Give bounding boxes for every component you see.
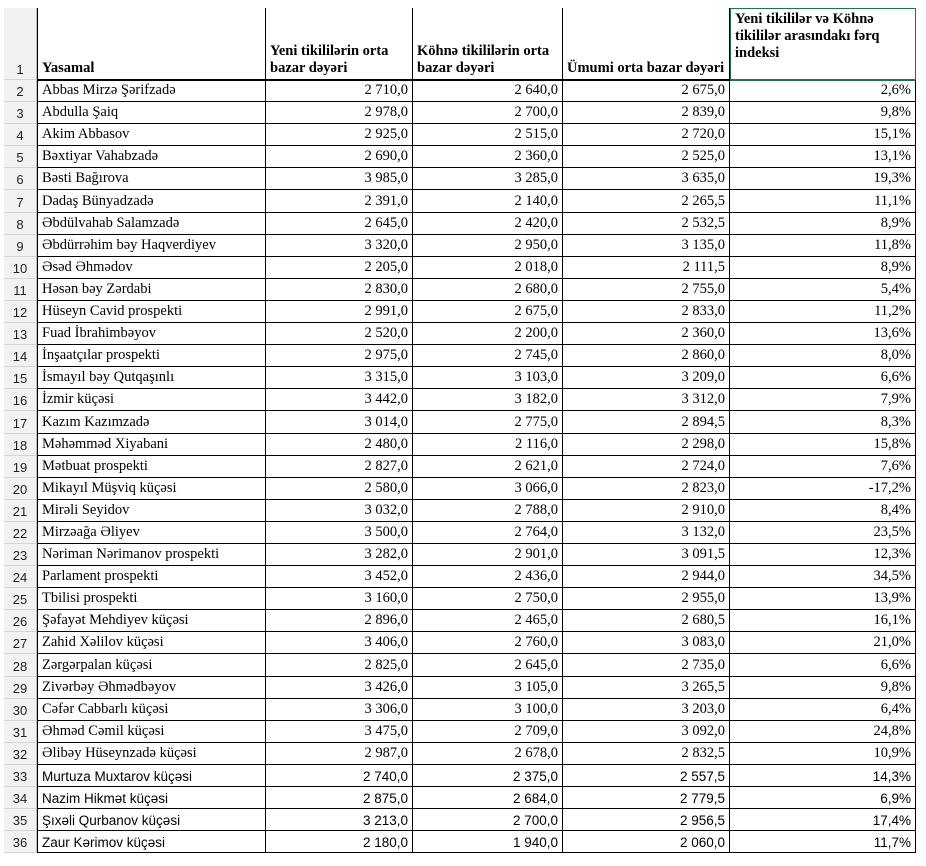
cell-name[interactable]: Dadaş Bünyadzadə (37, 190, 266, 212)
cell-diff-index[interactable]: 7,9% (730, 389, 916, 411)
cell-total-avg[interactable]: 2 955,0 (563, 588, 730, 610)
header-cell-total-avg[interactable]: Ümumi orta bazar dəyəri (563, 8, 730, 80)
cell-name[interactable]: Nəriman Nərimanov prospekti (37, 544, 266, 566)
cell-name[interactable]: Bəsti Bağırova (37, 168, 266, 190)
row-number[interactable]: 29 (4, 677, 37, 699)
cell-total-avg[interactable]: 2 956,5 (563, 809, 730, 831)
cell-total-avg[interactable]: 3 083,0 (563, 632, 730, 654)
table-row (4, 235, 916, 257)
cell-old-avg[interactable]: 2 750,0 (413, 588, 563, 610)
table-row (4, 213, 916, 235)
table-row (4, 677, 916, 699)
spreadsheet-grid (4, 8, 916, 853)
cell-name[interactable]: İsmayıl bəy Qutqaşınlı (37, 367, 266, 389)
cell-new-avg[interactable]: 2 690,0 (266, 146, 413, 168)
cell-name[interactable]: Abbas Mirzə Şərifzadə (37, 80, 266, 102)
cell-name[interactable]: Həsən bəy Zərdabi (37, 279, 266, 301)
cell-total-avg[interactable]: 2 910,0 (563, 500, 730, 522)
cell-total-avg[interactable]: 2 557,5 (563, 765, 730, 787)
cell-total-avg[interactable]: 2 832,5 (563, 743, 730, 765)
row-number[interactable]: 2 (4, 80, 37, 102)
cell-new-avg[interactable]: 2 645,0 (266, 213, 413, 235)
cell-total-avg[interactable]: 3 135,0 (563, 235, 730, 257)
cell-total-avg[interactable]: 2 111,5 (563, 257, 730, 279)
row-number[interactable]: 28 (4, 654, 37, 676)
cell-new-avg[interactable]: 2 875,0 (266, 787, 413, 809)
cell-old-avg[interactable]: 2 436,0 (413, 566, 563, 588)
row-number[interactable]: 7 (4, 190, 37, 212)
cell-name[interactable]: Əbdülvahab Salamzadə (37, 213, 266, 235)
cell-name[interactable]: Hüseyn Cavid prospekti (37, 301, 266, 323)
cell-name[interactable]: İnşaatçılar prospekti (37, 345, 266, 367)
cell-new-avg[interactable]: 3 320,0 (266, 235, 413, 257)
cell-new-avg[interactable]: 2 480,0 (266, 434, 413, 456)
cell-diff-index[interactable]: 19,3% (730, 168, 916, 190)
cell-total-avg[interactable]: 3 092,0 (563, 721, 730, 743)
table-row (4, 345, 916, 367)
cell-total-avg[interactable]: 2 735,0 (563, 654, 730, 676)
cell-old-avg[interactable]: 2 140,0 (413, 190, 563, 212)
cell-new-avg[interactable]: 3 032,0 (266, 500, 413, 522)
cell-diff-index[interactable]: -17,2% (730, 478, 916, 500)
cell-name[interactable]: Akim Abbasov (37, 124, 266, 146)
cell-new-avg[interactable]: 3 282,0 (266, 544, 413, 566)
cell-total-avg[interactable]: 2 360,0 (563, 323, 730, 345)
table-row (4, 544, 916, 566)
cell-old-avg[interactable]: 2 775,0 (413, 411, 563, 433)
row-number[interactable]: 33 (4, 765, 37, 787)
table-row (4, 279, 916, 301)
cell-name[interactable]: Cəfər Cabbarlı küçəsi (37, 699, 266, 721)
cell-new-avg[interactable]: 2 825,0 (266, 654, 413, 676)
cell-total-avg[interactable]: 2 833,0 (563, 301, 730, 323)
table-row (4, 721, 916, 743)
cell-diff-index[interactable]: 5,4% (730, 279, 916, 301)
header-row (4, 8, 916, 80)
cell-diff-index[interactable]: 2,6% (730, 80, 916, 102)
header-cell-name[interactable]: Yasamal (37, 8, 266, 80)
cell-diff-index[interactable]: 12,3% (730, 544, 916, 566)
table-row (4, 478, 916, 500)
cell-new-avg[interactable]: 3 306,0 (266, 699, 413, 721)
header-cell-new-avg[interactable]: Yeni tikililərin orta bazar dəyəri (266, 8, 413, 80)
cell-total-avg[interactable]: 3 635,0 (563, 168, 730, 190)
cell-total-avg[interactable]: 2 525,0 (563, 146, 730, 168)
cell-old-avg[interactable]: 2 684,0 (413, 787, 563, 809)
table-row (4, 80, 916, 102)
cell-old-avg[interactable]: 3 285,0 (413, 168, 563, 190)
cell-new-avg[interactable]: 2 580,0 (266, 478, 413, 500)
cell-new-avg[interactable]: 2 987,0 (266, 743, 413, 765)
cell-diff-index[interactable]: 8,9% (730, 213, 916, 235)
cell-diff-index[interactable]: 8,0% (730, 345, 916, 367)
cell-diff-index[interactable]: 34,5% (730, 566, 916, 588)
cell-total-avg[interactable]: 2 724,0 (563, 456, 730, 478)
table-body (4, 80, 916, 853)
cell-name[interactable]: Mirəli Seyidov (37, 500, 266, 522)
table-row (4, 323, 916, 345)
cell-new-avg[interactable]: 2 991,0 (266, 301, 413, 323)
cell-old-avg[interactable]: 2 950,0 (413, 235, 563, 257)
table-row (4, 456, 916, 478)
table-row (4, 168, 916, 190)
cell-old-avg[interactable]: 2 645,0 (413, 654, 563, 676)
table-row (4, 522, 916, 544)
table-row (4, 699, 916, 721)
cell-name[interactable]: Nazim Hikmət küçəsi (37, 787, 266, 809)
cell-name[interactable]: Abdulla Şaiq (37, 102, 266, 124)
cell-name[interactable]: Şəfayət Mehdiyev küçəsi (37, 610, 266, 632)
cell-old-avg[interactable]: 3 182,0 (413, 389, 563, 411)
row-number[interactable]: 14 (4, 345, 37, 367)
cell-name[interactable]: Murtuza Muxtarov küçəsi (37, 765, 266, 787)
header-cell-diff-index-selected[interactable]: Yeni tikililər və Köhnə tikililər arasındakı fərq indeksi (730, 8, 916, 80)
cell-new-avg[interactable]: 2 710,0 (266, 80, 413, 102)
table-row (4, 257, 916, 279)
row-number[interactable]: 27 (4, 632, 37, 654)
cell-old-avg[interactable]: 2 700,0 (413, 102, 563, 124)
row-number[interactable]: 30 (4, 699, 37, 721)
header-cell-old-avg[interactable]: Köhnə tikililərin orta bazar dəyəri (413, 8, 563, 80)
cell-old-avg[interactable]: 2 018,0 (413, 257, 563, 279)
cell-diff-index[interactable]: 23,5% (730, 522, 916, 544)
cell-new-avg[interactable]: 3 426,0 (266, 677, 413, 699)
cell-diff-index[interactable]: 8,3% (730, 411, 916, 433)
cell-diff-index[interactable]: 9,8% (730, 102, 916, 124)
table-row (4, 301, 916, 323)
cell-old-avg[interactable]: 2 788,0 (413, 500, 563, 522)
cell-old-avg[interactable]: 3 066,0 (413, 478, 563, 500)
cell-name[interactable]: Şıxəli Qurbanov küçəsi (37, 809, 266, 831)
cell-name[interactable]: Mətbuat prospekti (37, 456, 266, 478)
row-number[interactable]: 20 (4, 478, 37, 500)
cell-total-avg[interactable]: 2 720,0 (563, 124, 730, 146)
cell-diff-index[interactable]: 24,8% (730, 721, 916, 743)
cell-old-avg[interactable]: 2 680,0 (413, 279, 563, 301)
table-row (4, 190, 916, 212)
cell-old-avg[interactable]: 2 420,0 (413, 213, 563, 235)
cell-old-avg[interactable]: 3 103,0 (413, 367, 563, 389)
table-row (4, 610, 916, 632)
cell-diff-index[interactable]: 11,2% (730, 301, 916, 323)
cell-name[interactable]: Fuad İbrahimbəyov (37, 323, 266, 345)
cell-total-avg[interactable]: 3 312,0 (563, 389, 730, 411)
cell-diff-index[interactable]: 9,8% (730, 677, 916, 699)
cell-diff-index[interactable]: 6,9% (730, 787, 916, 809)
cell-name[interactable]: Bəxtiyar Vahabzadə (37, 146, 266, 168)
row-number[interactable]: 16 (4, 389, 37, 411)
table-row (4, 809, 916, 831)
cell-new-avg[interactable]: 3 475,0 (266, 721, 413, 743)
cell-old-avg[interactable]: 2 700,0 (413, 809, 563, 831)
cell-total-avg[interactable]: 2 755,0 (563, 279, 730, 301)
row-number[interactable]: 18 (4, 434, 37, 456)
row-number[interactable]: 1 (4, 8, 37, 80)
row-number[interactable]: 11 (4, 279, 37, 301)
cell-diff-index[interactable]: 11,7% (730, 831, 916, 853)
cell-total-avg[interactable]: 2 894,5 (563, 411, 730, 433)
cell-new-avg[interactable]: 2 830,0 (266, 279, 413, 301)
cell-name[interactable]: İzmir küçəsi (37, 389, 266, 411)
cell-name[interactable]: Parlament prospekti (37, 566, 266, 588)
cell-name[interactable]: Əlibəy Hüseynzadə küçəsi (37, 743, 266, 765)
cell-diff-index[interactable]: 17,4% (730, 809, 916, 831)
row-number[interactable]: 17 (4, 411, 37, 433)
cell-old-avg[interactable]: 2 764,0 (413, 522, 563, 544)
cell-new-avg[interactable]: 3 500,0 (266, 522, 413, 544)
row-number[interactable]: 3 (4, 102, 37, 124)
cell-name[interactable]: Məhəmməd Xiyabani (37, 434, 266, 456)
cell-diff-index[interactable]: 8,4% (730, 500, 916, 522)
row-number[interactable]: 13 (4, 323, 37, 345)
cell-name[interactable]: Mikayıl Müşviq küçəsi (37, 478, 266, 500)
table-row (4, 389, 916, 411)
row-number[interactable]: 25 (4, 588, 37, 610)
table-row (4, 831, 916, 853)
cell-name[interactable]: Əsəd Əhmədov (37, 257, 266, 279)
cell-total-avg[interactable]: 2 675,0 (563, 80, 730, 102)
table-row (4, 367, 916, 389)
row-number[interactable]: 4 (4, 124, 37, 146)
cell-total-avg[interactable]: 2 823,0 (563, 478, 730, 500)
row-number[interactable]: 26 (4, 610, 37, 632)
row-number[interactable]: 36 (4, 831, 37, 853)
cell-new-avg[interactable]: 3 406,0 (266, 632, 413, 654)
cell-old-avg[interactable]: 1 940,0 (413, 831, 563, 853)
cell-diff-index[interactable]: 10,9% (730, 743, 916, 765)
cell-name[interactable]: Kazım Kazımzadə (37, 411, 266, 433)
row-number[interactable]: 32 (4, 743, 37, 765)
table-row (4, 743, 916, 765)
table-row (4, 434, 916, 456)
cell-new-avg[interactable]: 3 442,0 (266, 389, 413, 411)
cell-new-avg[interactable]: 2 520,0 (266, 323, 413, 345)
cell-diff-index[interactable]: 8,9% (730, 257, 916, 279)
cell-diff-index[interactable]: 6,6% (730, 367, 916, 389)
cell-diff-index[interactable]: 21,0% (730, 632, 916, 654)
cell-old-avg[interactable]: 2 200,0 (413, 323, 563, 345)
cell-old-avg[interactable]: 2 116,0 (413, 434, 563, 456)
table-row (4, 566, 916, 588)
row-number[interactable]: 24 (4, 566, 37, 588)
row-number[interactable]: 10 (4, 257, 37, 279)
row-number[interactable]: 6 (4, 168, 37, 190)
table-row (4, 411, 916, 433)
row-number[interactable]: 15 (4, 367, 37, 389)
row-number[interactable]: 21 (4, 500, 37, 522)
cell-name[interactable]: Mirzəağa Əliyev (37, 522, 266, 544)
cell-diff-index[interactable]: 11,8% (730, 235, 916, 257)
cell-diff-index[interactable]: 14,3% (730, 765, 916, 787)
cell-new-avg[interactable]: 2 925,0 (266, 124, 413, 146)
cell-old-avg[interactable]: 3 105,0 (413, 677, 563, 699)
row-number[interactable]: 22 (4, 522, 37, 544)
cell-total-avg[interactable]: 2 060,0 (563, 831, 730, 853)
cell-new-avg[interactable]: 2 205,0 (266, 257, 413, 279)
row-number[interactable]: 5 (4, 146, 37, 168)
cell-name[interactable]: Əhməd Cəmil küçəsi (37, 721, 266, 743)
row-number[interactable]: 12 (4, 301, 37, 323)
cell-new-avg[interactable]: 3 985,0 (266, 168, 413, 190)
table-row (4, 500, 916, 522)
cell-old-avg[interactable]: 2 515,0 (413, 124, 563, 146)
cell-name[interactable]: Zərgərpalan küçəsi (37, 654, 266, 676)
cell-old-avg[interactable]: 2 360,0 (413, 146, 563, 168)
cell-old-avg[interactable]: 2 901,0 (413, 544, 563, 566)
cell-total-avg[interactable]: 3 265,5 (563, 677, 730, 699)
cell-total-avg[interactable]: 2 839,0 (563, 102, 730, 124)
cell-new-avg[interactable]: 2 740,0 (266, 765, 413, 787)
row-number[interactable]: 35 (4, 809, 37, 831)
cell-diff-index[interactable]: 16,1% (730, 610, 916, 632)
cell-old-avg[interactable]: 2 709,0 (413, 721, 563, 743)
cell-new-avg[interactable]: 3 315,0 (266, 367, 413, 389)
cell-name[interactable]: Tbilisi prospekti (37, 588, 266, 610)
cell-total-avg[interactable]: 2 779,5 (563, 787, 730, 809)
cell-name[interactable]: Əbdürrəhim bəy Haqverdiyev (37, 235, 266, 257)
cell-new-avg[interactable]: 3 213,0 (266, 809, 413, 831)
cell-old-avg[interactable]: 2 745,0 (413, 345, 563, 367)
cell-new-avg[interactable]: 3 160,0 (266, 588, 413, 610)
cell-new-avg[interactable]: 3 452,0 (266, 566, 413, 588)
cell-diff-index[interactable]: 13,6% (730, 323, 916, 345)
cell-new-avg[interactable]: 2 391,0 (266, 190, 413, 212)
cell-new-avg[interactable]: 3 014,0 (266, 411, 413, 433)
cell-old-avg[interactable]: 2 760,0 (413, 632, 563, 654)
cell-diff-index[interactable]: 6,4% (730, 699, 916, 721)
cell-old-avg[interactable]: 2 675,0 (413, 301, 563, 323)
row-number[interactable]: 23 (4, 544, 37, 566)
cell-diff-index[interactable]: 11,1% (730, 190, 916, 212)
cell-diff-index[interactable]: 15,8% (730, 434, 916, 456)
cell-total-avg[interactable]: 2 680,5 (563, 610, 730, 632)
cell-name[interactable]: Zivərbəy Əhmədbəyov (37, 677, 266, 699)
table-row (4, 765, 916, 787)
row-number[interactable]: 31 (4, 721, 37, 743)
table-row (4, 654, 916, 676)
cell-old-avg[interactable]: 2 621,0 (413, 456, 563, 478)
cell-name[interactable]: Zaur Kərimov küçəsi (37, 831, 266, 853)
row-number[interactable]: 9 (4, 235, 37, 257)
cell-name[interactable]: Zahid Xəlilov küçəsi (37, 632, 266, 654)
table-row (4, 787, 916, 809)
cell-total-avg[interactable]: 2 532,5 (563, 213, 730, 235)
cell-new-avg[interactable]: 2 180,0 (266, 831, 413, 853)
table-row (4, 588, 916, 610)
row-number[interactable]: 19 (4, 456, 37, 478)
cell-total-avg[interactable]: 3 203,0 (563, 699, 730, 721)
cell-diff-index[interactable]: 13,9% (730, 588, 916, 610)
cell-new-avg[interactable]: 2 827,0 (266, 456, 413, 478)
cell-diff-index[interactable]: 7,6% (730, 456, 916, 478)
cell-new-avg[interactable]: 2 975,0 (266, 345, 413, 367)
cell-old-avg[interactable]: 2 678,0 (413, 743, 563, 765)
cell-old-avg[interactable]: 2 640,0 (413, 80, 563, 102)
cell-old-avg[interactable]: 2 375,0 (413, 765, 563, 787)
row-number[interactable]: 8 (4, 213, 37, 235)
table-row (4, 632, 916, 654)
cell-diff-index[interactable]: 15,1% (730, 124, 916, 146)
table-row (4, 124, 916, 146)
row-number[interactable]: 34 (4, 787, 37, 809)
table-row (4, 102, 916, 124)
cell-diff-index[interactable]: 13,1% (730, 146, 916, 168)
cell-old-avg[interactable]: 2 465,0 (413, 610, 563, 632)
cell-total-avg[interactable]: 2 944,0 (563, 566, 730, 588)
cell-total-avg[interactable]: 3 132,0 (563, 522, 730, 544)
cell-total-avg[interactable]: 3 091,5 (563, 544, 730, 566)
table-row (4, 146, 916, 168)
cell-new-avg[interactable]: 2 978,0 (266, 102, 413, 124)
cell-total-avg[interactable]: 2 265,5 (563, 190, 730, 212)
cell-total-avg[interactable]: 3 209,0 (563, 367, 730, 389)
cell-total-avg[interactable]: 2 298,0 (563, 434, 730, 456)
cell-diff-index[interactable]: 6,6% (730, 654, 916, 676)
cell-new-avg[interactable]: 2 896,0 (266, 610, 413, 632)
cell-total-avg[interactable]: 2 860,0 (563, 345, 730, 367)
cell-old-avg[interactable]: 3 100,0 (413, 699, 563, 721)
